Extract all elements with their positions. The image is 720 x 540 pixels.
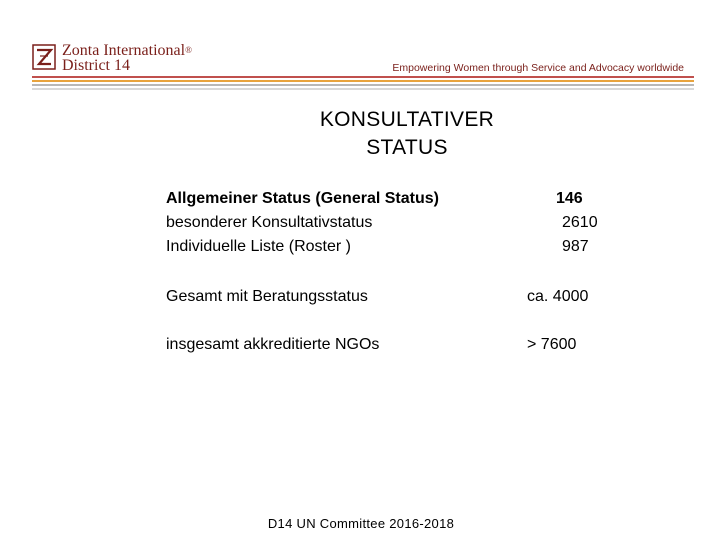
stat-roster-value: 987: [562, 238, 589, 255]
stat-special-value: 2610: [562, 214, 598, 231]
slide-footer: D14 UN Committee 2016-2018: [267, 516, 455, 531]
org-name-line1: Zonta International: [62, 42, 186, 59]
stat-general-label: Allgemeiner Status (General Status): [166, 190, 439, 207]
zonta-logo: [32, 44, 56, 70]
stat-total-consultative-value: ca. 4000: [527, 288, 589, 305]
stat-general-value: 146: [556, 190, 583, 207]
stat-special-label: besonderer Konsultativstatus: [166, 214, 373, 231]
slide-title: [0, 106, 720, 162]
stat-total-accredited-value: > 7600: [527, 336, 577, 353]
stat-total-consultative-label: Gesamt mit Beratungsstatus: [166, 288, 368, 305]
trademark: ®: [185, 45, 192, 55]
organization-name: [62, 43, 192, 73]
tagline: Empowering Women through Service and Advocacy worldwide: [392, 62, 684, 74]
title-line1: KONSULTATIVER: [319, 108, 495, 131]
title-line2: STATUS: [366, 136, 448, 159]
header-divider: [32, 76, 694, 96]
org-name-line2: District 14: [62, 57, 130, 74]
stat-total-accredited-label: insgesamt akkreditierte NGOs: [166, 336, 380, 353]
zonta-emblem-icon: [32, 44, 56, 70]
stat-roster-label: Individuelle Liste (Roster ): [166, 238, 351, 255]
